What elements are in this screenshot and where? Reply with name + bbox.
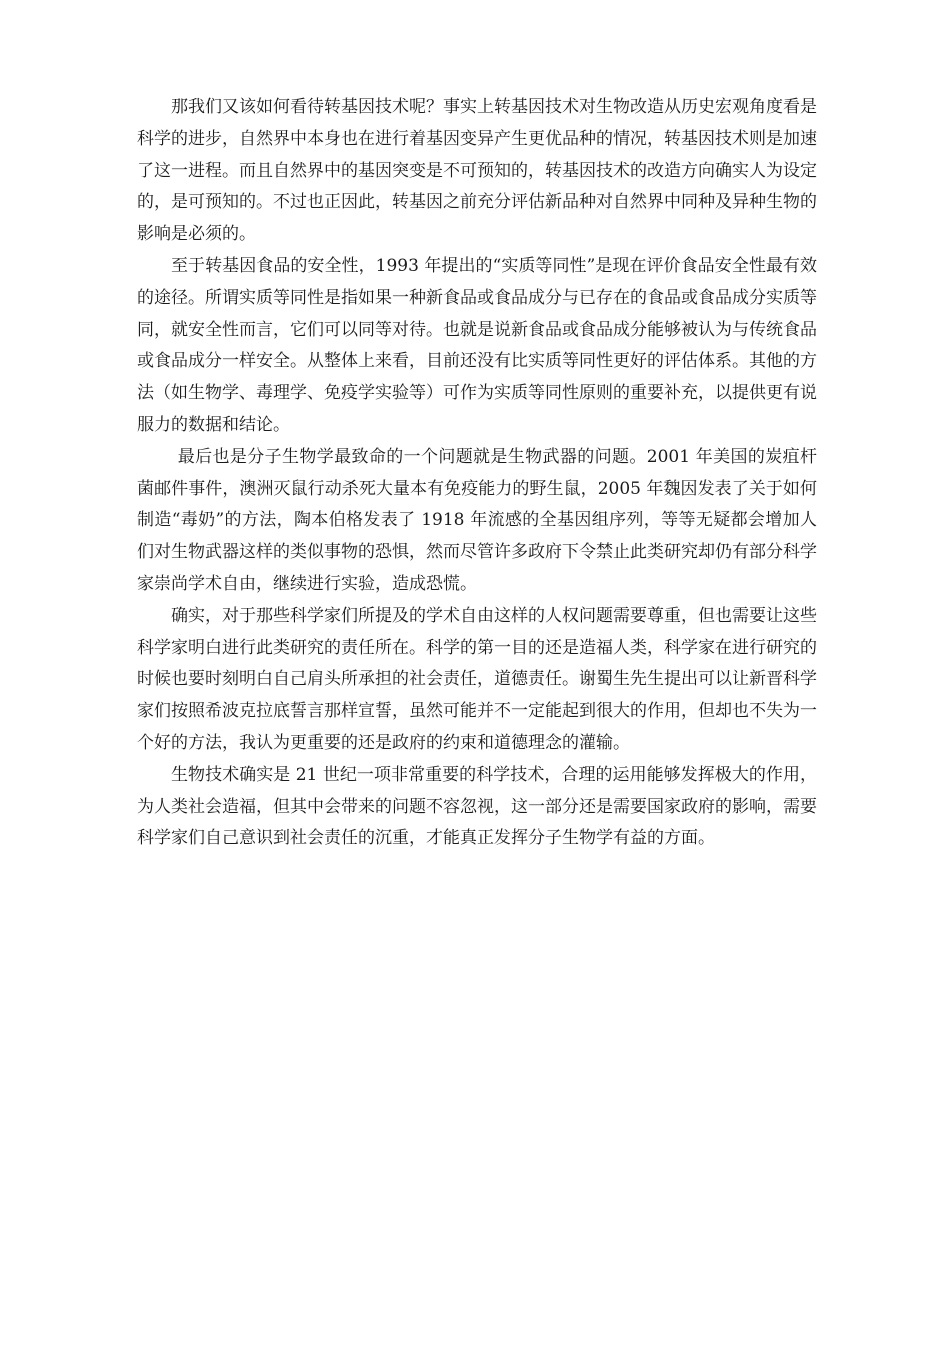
body-text <box>137 92 817 855</box>
paragraph-scientist-responsibility: 确实，对于那些科学家们所提及的学术自由这样的人权问题需要尊重，但也需要让这些科学家明白进行此类研究的责任所在。科学的第一目的还是造福人类，科学家在进行研究的时候也要时刻明白自己肩头所承担的社会责任，道德责任。谢蜀生先生提出可以让新晋科学家们按照希波克拉底誓言那样宣誓，虽然可能并不一定能起到很大的作用，但却也不失为一个好的方法，我认为更重要的还是政府的约束和道德理念的灌输。 <box>137 605 817 753</box>
paragraph-gm-food-safety: 至于转基因食品的安全性，1993 年提出的“实质等同性”是现在评价食品安全性最有效的途径。所谓实质等同性是指如果一种新食品或食品成分与已存在的食品或食品成分实质等同，就安全性而言，它们可以同等对待。也就是说新食品或食品成分能够被认为与传统食品或食品成分一样安全。从整体上来看，目前还没有比实质等同性更好的评估体系。其他的方法（如生物学、毒理学、免疫学实验等）可作为实质等同性原则的重要补充，以提供更有说服力的数据和结论。 <box>137 255 817 435</box>
paragraph-bioweapons: 最后也是分子生物学最致命的一个问题就是生物武器的问题。2001 年美国的炭疽杆菌邮件事件，澳洲灭鼠行动杀死大量本有免疫能力的野生鼠，2005 年魏因发表了关于如何制造“毒奶”的方法，陶本伯格发表了 1918 年流感的全基因组序列，等等无疑都会增加人们对生物武器这样的类似事物的恐惧，然而尽管许多政府下令禁止此类研究却仍有部分科学家崇尚学术自由，继续进行实验，造成恐慌。 <box>137 446 817 594</box>
paragraph-gm-technology-view: 那我们又该如何看待转基因技术呢？事实上转基因技术对生物改造从历史宏观角度看是科学的进步，自然界中本身也在进行着基因变异产生更优品种的情况，转基因技术则是加速了这一进程。而且自然界中的基因突变是不可预知的，转基因技术的改造方向确实人为设定的，是可预知的。不过也正因此，转基因之前充分评估新品种对自然界中同种及异种生物的影响是必须的。 <box>137 97 817 245</box>
paragraph-conclusion: 生物技术确实是 21 世纪一项非常重要的科学技术，合理的运用能够发挥极大的作用，为人类社会造福，但其中会带来的问题不容忽视，这一部分还是需要国家政府的影响，需要科学家们自己意识到社会责任的沉重，才能真正发挥分子生物学有益的方面。 <box>137 764 817 849</box>
